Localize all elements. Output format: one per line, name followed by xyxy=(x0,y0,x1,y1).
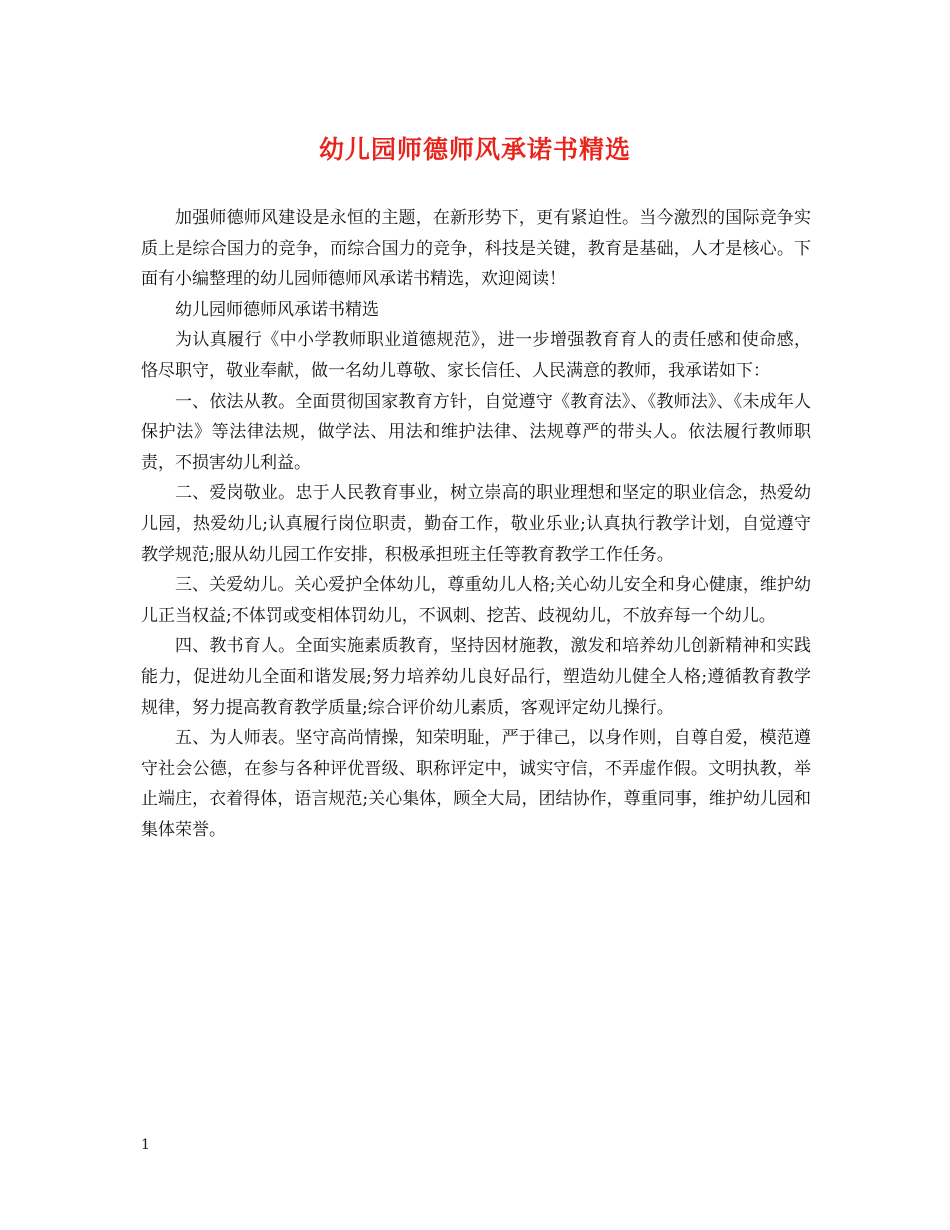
pledge-item-1: 一、依法从教。全面贯彻国家教育方针，自觉遵守《教育法》、《教师法》、《未成年人保护法》等法律法规，做学法、用法和维护法律、法规尊严的带头人。依法履行教师职责，不损害幼儿利益。 xyxy=(141,391,811,473)
pledge-item-3: 三、关爱幼儿。关心爱护全体幼儿，尊重幼儿人格;关心幼儿安全和身心健康，维护幼儿正当权益;不体罚或变相体罚幼儿，不讽刺、挖苦、歧视幼儿，不放弃每一个幼儿。 xyxy=(141,575,811,626)
pledge-item-2: 二、爱岗敬业。忠于人民教育事业，树立崇高的职业理想和坚定的职业信念，热爱幼儿园，热爱幼儿;认真履行岗位职责，勤奋工作，敬业乐业;认真执行教学计划，自觉遵守教学规范;服从幼儿园工作安排，积极承担班主任等教育教学工作任务。 xyxy=(141,483,811,565)
pledge-item-4: 四、教书育人。全面实施素质教育，坚持因材施教，激发和培养幼儿创新精神和实践能力，促进幼儿全面和谐发展;努力培养幼儿良好品行，塑造幼儿健全人格;遵循教育教学规律，努力提高教育教学质量;综合评价幼儿素质，客观评定幼儿操行。 xyxy=(141,636,811,718)
intro-paragraph: 加强师德师风建设是永恒的主题，在新形势下，更有紧迫性。当今激烈的国际竞争实质上是综合国力的竞争，而综合国力的竞争，科技是关键，教育是基础，人才是核心。下面有小编整理的幼儿园师德师风承诺书精选，欢迎阅读！ xyxy=(141,208,811,290)
document-body xyxy=(141,203,811,845)
document-title: 幼儿园师德师风承诺书精选 xyxy=(318,135,631,164)
section-heading: 幼儿园师德师风承诺书精选 xyxy=(175,299,379,320)
page-number: 1 xyxy=(141,1137,150,1153)
pledge-item-5: 五、为人师表。坚守高尚情操，知荣明耻，严于律己，以身作则，自尊自爱，模范遵守社会公德，在参与各种评优晋级、职称评定中，诚实守信，不弄虚作假。文明执教，举止端庄，衣着得体，语言规范;关心集体，顾全大局，团结协作，尊重同事，维护幼儿园和集体荣誉。 xyxy=(141,728,811,840)
pledge-intro-paragraph: 为认真履行《中小学教师职业道德规范》，进一步增强教育育人的责任感和使命感，恪尽职守，敬业奉献，做一名幼儿尊敬、家长信任、人民满意的教师，我承诺如下： xyxy=(141,330,811,381)
